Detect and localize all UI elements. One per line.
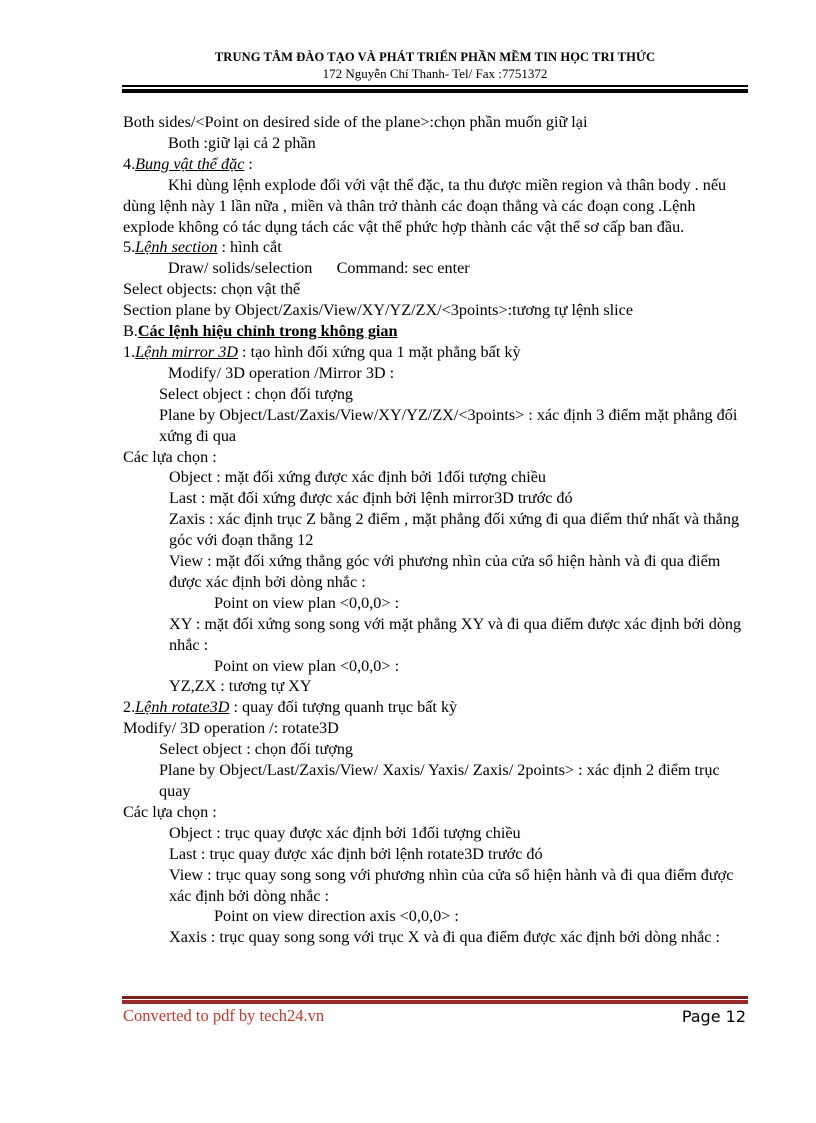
header-rule-thin <box>122 85 748 87</box>
section-title-suffix: : hình cắt <box>217 238 282 257</box>
option-item: Xaxis : trục quay song song với trục X và đi qua điểm được xác định bởi dòng nhắc : <box>169 928 720 947</box>
section-heading <box>123 154 748 175</box>
option-item: YZ,ZX : tương tự XY <box>169 677 312 696</box>
footer-rule-thick <box>122 1000 748 1004</box>
text-line: Các lựa chọn : <box>123 802 217 821</box>
section-title-suffix: : quay đối tượng quanh trục bất kỳ <box>229 698 458 717</box>
section-title: Lệnh rotate3D <box>135 698 230 717</box>
text-line: Plane by Object/Last/Zaxis/View/XY/YZ/ZX/<3points> : xác định 3 điểm mặt phẳng đối xứng đi qua <box>159 405 738 445</box>
option-item: Last : trục quay được xác định bởi lệnh rotate3D trước đó <box>169 844 543 863</box>
section-number: 5. <box>123 238 136 257</box>
part-heading <box>123 321 748 342</box>
section-title: Lệnh section <box>135 238 218 257</box>
header-organization: TRUNG TÂM ĐÀO TẠO VÀ PHÁT TRIỂN PHẦN MỀM TIN HỌC TRI THỨC <box>214 50 656 64</box>
section-heading <box>123 342 748 363</box>
option-item: Last : mặt đối xứng được xác định bởi lệnh mirror3D trước đó <box>169 489 573 508</box>
section-heading <box>123 697 748 718</box>
option-item: XY : mặt đối xứng song song với mặt phẳng XY và đi qua điểm được xác định bởi dòng nhắc : <box>169 614 742 654</box>
footer-converted-link[interactable]: Converted to pdf by tech24.vn <box>123 1006 325 1025</box>
prompt-line: Point on view direction axis <0,0,0> : <box>214 907 459 926</box>
text-line: Modify/ 3D operation /: rotate3D <box>123 719 339 738</box>
text-line: Select objects: chọn vật thể <box>123 280 301 299</box>
text-line: Section plane by Object/Zaxis/View/XY/YZ/ZX/<3points>:tương tự lệnh slice <box>123 301 634 320</box>
option-item: View : trục quay song song với phương nhìn của cửa sổ hiện hành và đi qua điểm được xác định bởi dòng nhắc : <box>169 865 734 905</box>
prompt-line: Point on view plan <0,0,0> : <box>214 656 400 675</box>
text-line: Select object : chọn đối tượng <box>159 740 354 759</box>
paragraph: Khi dùng lệnh explode đối với vật thể đặc, ta thu được miền region và thân body . nếu dùng lệnh này 1 lần nữa , miền và thân trở thành các đoạn thẳng và các đoạn cong .Lệnh explode không có tác dụng tách các vật thể phức hợp thành các vật thể sơ cấp ban đầu. <box>123 175 727 236</box>
header-rule-thick <box>122 89 748 93</box>
section-title-suffix: : tạo hình đối xứng qua 1 mặt phẳng bất kỳ <box>237 342 521 361</box>
section-number: 4. <box>123 154 136 173</box>
text-line: Both :giữ lại cả 2 phần <box>168 133 316 152</box>
section-title: Bung vật thể đặc <box>135 154 245 173</box>
part-title: Các lệnh hiệu chỉnh trong không gian <box>137 322 398 341</box>
text-line: Modify/ 3D operation /Mirror 3D : <box>168 363 395 382</box>
option-item: View : mặt đối xứng thẳng góc với phương nhìn của cửa sổ hiện hành và đi qua điểm được xác định bởi dòng nhắc : <box>169 552 721 591</box>
text-line: Draw/ solids/selection Command: sec enter <box>168 259 470 278</box>
option-item: Object : mặt đối xứng được xác định bởi 1đối tượng chiều <box>169 468 547 487</box>
option-item: Object : trục quay được xác định bởi 1đối tượng chiều <box>169 823 521 842</box>
option-item: Zaxis : xác định trục Z bằng 2 điểm , mặt phẳng đối xứng đi qua điểm thứ nhất và thẳng góc với đoạn thẳng 12 <box>169 510 740 550</box>
section-number: 2. <box>123 698 136 717</box>
section-title-suffix: : <box>244 154 253 173</box>
part-prefix: B. <box>123 322 138 341</box>
header-address: 172 Nguyễn Chí Thanh- Tel/ Fax :7751372 <box>322 66 548 81</box>
section-number: 1. <box>123 342 136 361</box>
page-header <box>122 48 748 82</box>
page-number: Page 12 <box>681 1007 746 1026</box>
section-title: Lệnh mirror 3D <box>135 342 238 361</box>
section-heading <box>123 237 748 258</box>
prompt-line: Point on view plan <0,0,0> : <box>214 593 400 612</box>
text-line: Both sides/<Point on desired side of the plane>:chọn phần muốn giữ lại <box>123 113 588 131</box>
document-body <box>123 112 748 948</box>
text-line: Plane by Object/Last/Zaxis/View/ Xaxis/ Yaxis/ Zaxis/ 2points> : xác định 2 điểm trục quay <box>159 761 720 800</box>
text-line: Các lựa chọn : <box>123 447 217 466</box>
footer-rule-thin <box>122 996 748 999</box>
text-line: Select object : chọn đối tượng <box>159 384 354 403</box>
